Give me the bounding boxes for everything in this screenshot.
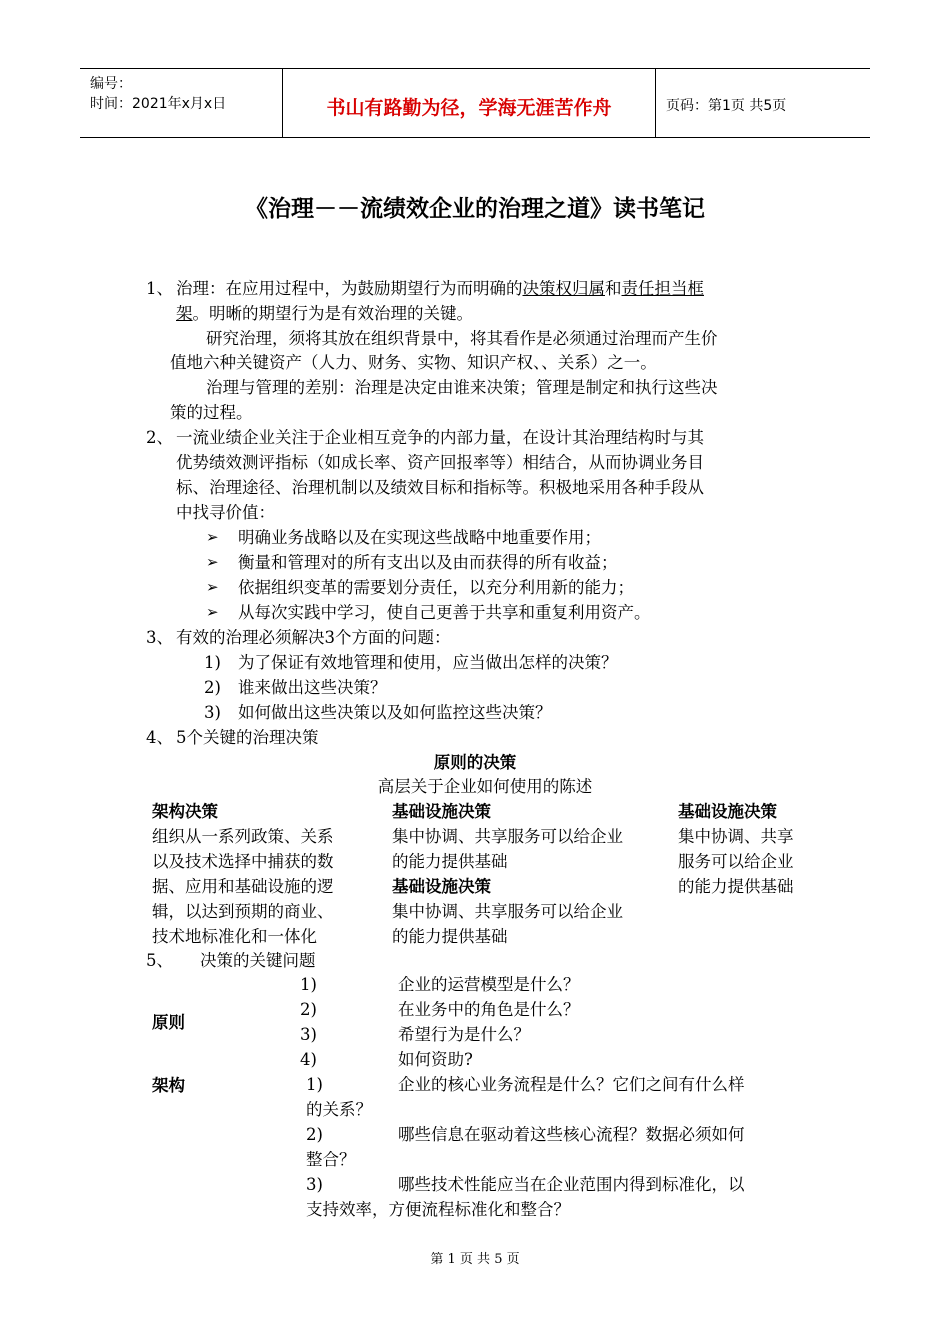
col1-line: 以及技术选择中捕获的数 — [152, 852, 334, 871]
section-2-line-3: 标、治理途径、治理机制以及绩效目标和指标等。积极地采用各种手段从 — [176, 478, 704, 497]
motto: 书山有路勤为径，学海无涯苦作舟 — [326, 97, 612, 119]
col2-line: 集中协调、共享服务可以给企业 — [392, 902, 623, 921]
section-1-line-2 — [176, 301, 473, 326]
principle-subtitle: 高层关于企业如何使用的陈述 — [377, 777, 593, 796]
architecture-label: 架构 — [152, 1076, 185, 1095]
date-label: 时间：2021年x月x日 — [90, 96, 227, 112]
list-number: 4) — [300, 1050, 317, 1069]
header-motto-cell — [282, 69, 656, 137]
header-page-cell — [656, 69, 870, 137]
section-2-line-4: 中找寻价值： — [176, 503, 275, 522]
section-5-text: 决策的关键问题 — [200, 951, 316, 970]
page-header — [80, 68, 870, 138]
section-4-text: 5个关键的治理决策 — [176, 728, 319, 747]
list-item: 为了保证有效地管理和使用，应当做出怎样的决策？ — [238, 653, 618, 672]
section-3-text: 有效的治理必须解决3个方面的问题： — [176, 628, 451, 647]
list-number: 1) — [204, 653, 221, 672]
section-4-number: 4、 — [146, 728, 173, 747]
text-span: 和 — [605, 279, 622, 298]
section-1-para-3-line-1: 治理与管理的差别：治理是决定由谁来决策；管理是制定和执行这些决 — [206, 378, 718, 397]
list-item: 企业的运营模型是什么？ — [398, 975, 580, 994]
section-2-number: 2、 — [146, 428, 173, 447]
list-item: 在业务中的角色是什么？ — [398, 1000, 580, 1019]
bullet-item: 依据组织变革的需要划分责任，以充分利用新的能力； — [238, 578, 634, 597]
list-number: 1) — [300, 975, 317, 994]
list-item: 哪些信息在驱动着这些核心流程？数据必须如何 — [398, 1125, 745, 1144]
section-1-para-3-line-2: 策的过程。 — [170, 403, 253, 422]
arrow-bullet-icon: ➢ — [206, 578, 219, 596]
text-span: 治理：在应用过程中，为鼓励期望行为而明确的 — [176, 279, 523, 298]
list-item: 谁来做出这些决策？ — [238, 678, 387, 697]
document-title: 《治理－－流绩效企业的治理之道》读书笔记 — [245, 196, 705, 222]
col2-line: 的能力提供基础 — [392, 852, 508, 871]
list-item-continuation: 支持效率，方便流程标准化和整合？ — [306, 1200, 570, 1219]
list-item: 企业的核心业务流程是什么？它们之间有什么样 — [398, 1075, 745, 1094]
list-number: 3) — [204, 703, 221, 722]
list-number: 2) — [306, 1125, 323, 1144]
list-number: 2) — [300, 1000, 317, 1019]
list-number: 3) — [306, 1175, 323, 1194]
section-1-para-2-line-2: 值地六种关键资产（人力、财务、实物、知识产权、、关系）之一。 — [170, 353, 657, 372]
underlined-term: 责任担当框 — [621, 279, 704, 298]
page-footer: 第 1 页 共 5 页 — [430, 1252, 520, 1267]
section-2-line-1: 一流业绩企业关注于企业相互竞争的内部力量，在设计其治理结构时与其 — [176, 428, 704, 447]
header-meta-cell — [80, 69, 282, 137]
col1-line: 技术地标准化和一体化 — [152, 927, 317, 946]
list-number: 2) — [204, 678, 221, 697]
arrow-bullet-icon: ➢ — [206, 553, 219, 571]
page-info: 页码：第1页 共5页 — [666, 98, 787, 114]
principle-title: 原则的决策 — [433, 753, 517, 772]
list-item: 如何做出这些决策以及如何监控这些决策？ — [238, 703, 552, 722]
list-item: 哪些技术性能应当在企业范围内得到标准化，以 — [398, 1175, 745, 1194]
col2-line: 的能力提供基础 — [392, 927, 508, 946]
bullet-item: 明确业务战略以及在实现这些战略中地重要作用； — [238, 528, 601, 547]
col1-line: 辑，以达到预期的商业、 — [152, 902, 334, 921]
col2-heading-2: 基础设施决策 — [392, 877, 491, 896]
section-5-number: 5、 — [146, 951, 173, 970]
list-item: 希望行为是什么？ — [398, 1025, 530, 1044]
section-1-line-1 — [176, 276, 704, 301]
number-label: 编号： — [90, 76, 132, 92]
section-2-line-2: 优势绩效测评指标（如成长率、资产回报率等）相结合，从而协调业务目 — [176, 453, 704, 472]
arrow-bullet-icon: ➢ — [206, 603, 219, 621]
bullet-item: 衡量和管理对的所有支出以及由而获得的所有收益； — [238, 553, 618, 572]
bullet-item: 从每次实践中学习，使自己更善于共享和重复利用资产。 — [238, 603, 651, 622]
underlined-term: 架 — [176, 304, 193, 323]
col1-heading: 架构决策 — [152, 802, 218, 821]
col1-line: 组织从一系列政策、关系 — [152, 827, 334, 846]
section-3-number: 3、 — [146, 628, 173, 647]
col3-line: 集中协调、共享 — [678, 827, 794, 846]
col2-heading: 基础设施决策 — [392, 802, 491, 821]
list-item-continuation: 整合？ — [306, 1150, 356, 1169]
list-number: 3) — [300, 1025, 317, 1044]
arrow-bullet-icon: ➢ — [206, 528, 219, 546]
principle-label: 原则 — [152, 1013, 185, 1032]
col1-line: 据、应用和基础设施的逻 — [152, 877, 334, 896]
text-span: 。明晰的期望行为是有效治理的关键。 — [192, 304, 473, 323]
col2-line: 集中协调、共享服务可以给企业 — [392, 827, 623, 846]
col3-line: 的能力提供基础 — [678, 877, 794, 896]
underlined-term: 决策权归属 — [522, 279, 605, 298]
list-item-continuation: 的关系？ — [306, 1100, 372, 1119]
col3-heading: 基础设施决策 — [678, 802, 777, 821]
list-item: 如何资助? — [398, 1050, 473, 1069]
col3-line: 服务可以给企业 — [678, 852, 794, 871]
section-1-para-2-line-1: 研究治理，须将其放在组织背景中，将其看作是必须通过治理而产生价 — [206, 329, 718, 348]
list-number: 1) — [306, 1075, 323, 1094]
section-1-number: 1、 — [146, 279, 173, 298]
